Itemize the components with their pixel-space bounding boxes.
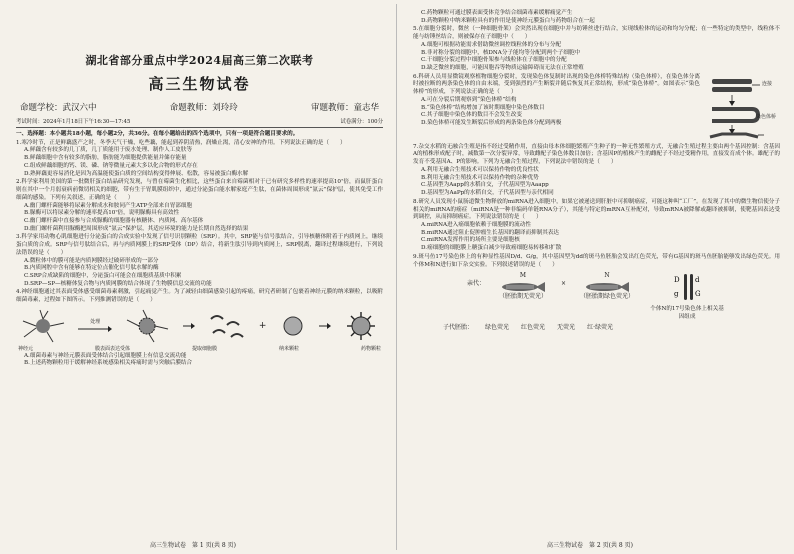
option-2a: A.幽门螺杆菌能够将尿素分解成水和胺同产生ATP全部来自胃部细胞 xyxy=(24,202,193,209)
offspring-red: 红色荧光 xyxy=(521,324,546,332)
genotype-note: 个体N的17号染色体上相关基因组成 xyxy=(650,305,724,320)
option-4c: C.药物颗粒可通过膜表面受体竞争结合细菌毒素缓解痛觉产生 xyxy=(421,10,573,16)
question-6: 6.科研人员用显微镜观察植物细胞分裂时，发现染色体复制时出现的染色体桥特殊结构（染色体桥），在染色体分离时被拉断的两条染色体的自由末端，受到强烈的产生断裂并随后恢复其正常结构，形成“染色体桥”。如图表示“染色体桥”的形成，下列说法正确的是（ ） xyxy=(413,73,700,96)
reviewer-label: 审题教师：童志华 xyxy=(310,102,379,113)
option-8c: C.miRNA发挥作用的场所主要是细胞核 xyxy=(421,237,520,244)
q4-figure xyxy=(16,309,383,343)
fish-m-label: M xyxy=(519,272,527,280)
question-7: 7.杂交水稻的无融合生殖是指不经过受精作用，直接由母本体细胞繁殖产生种子的一种无性繁殖方式，无融合生殖过程主要由两个基因控制：含基因A的植株形成配子时，减数第一次分裂异常，导致雌配子染色体数目加倍；含基因P的植株产生的雌配子不经过受精作用，直接发育成个体。雄配子的发育不受基因A、P的影响。下列为无融合生殖过程，下列说法中错误的是（ ） xyxy=(413,143,780,166)
offspring-label: 子代胚胎： xyxy=(443,324,474,332)
option-5c: C.干细胞分裂过程中细胞骨架参与线粒体在子细胞中的分配 xyxy=(421,57,567,64)
process-arrow xyxy=(78,319,112,332)
cross-sign: × xyxy=(560,280,567,288)
exam-time: 考试时间：2024年1月18日下午16:30—17:45 xyxy=(16,118,131,125)
option-5a: A.细胞可根据功能需求借助微丝调控线粒体的分布与分配 xyxy=(421,41,562,48)
option-1a: A.鲜藕含有较多的几丁质，几丁质能用于废水处理、制作人工皮肤等 xyxy=(24,147,193,154)
exam-score: 试卷满分：100分 xyxy=(340,118,383,125)
option-6c: C.其子细胞中染色体的数目不会发生改变 xyxy=(421,112,522,119)
option-3d: D.SRP—SP—核糖体复合物与内质网膜的结合体现了生物膜信息交流的功能 xyxy=(24,280,212,287)
fish-n-label: N xyxy=(604,272,610,280)
receptor-neuron-icon xyxy=(124,309,170,343)
question-3: 3.科学家用动物心肌细胞进行分泌蛋白的合成实验中发现了信号识别颗粒（SRP）。其中，SRP能与信号肽结合，引导核糖体附着于内质网上，继续蛋白质的合成。SRP与信号肽结合后，再与内质网膜上的SRP受体（DP）结合，将新生肽引导到内质网上，SRP脱离，翻译过程继续进行，下列说法错误的是（ ） xyxy=(16,234,383,256)
drug-particle-icon xyxy=(343,309,379,343)
school-label: 命题学校：武汉六中 xyxy=(20,102,97,113)
option-6b: B.“染色体桥”结构增加了该时期细胞中染色体数目 xyxy=(421,104,545,111)
question-9: 9.斑马鱼17号染色体上的有种显性基因D/d、G/g，其中基因型为dd的斑马鱼胚胎会发出红色荧光，带有G基因的斑马鱼胚胎能够发出绿色荧光。用个体M和N进行如下杂交实验。下列叙述错误的是（ ） xyxy=(413,253,780,268)
option-8d: D.癌细胞的细胞膜上糖蛋白减少导致癌细胞易转移和扩散 xyxy=(421,245,562,252)
option-3a: A.微粒体中的膜可能是内质网膜经过破碎形成的一部分 xyxy=(24,257,159,264)
option-8a: A.miRNA进入癌细胞依赖于细胞膜的流动性 xyxy=(421,221,531,228)
allele-g-upper: G xyxy=(695,290,701,299)
allele-d-lower: d xyxy=(695,276,700,285)
option-1d: D.熟鲜藕更容易消化是因为高温能使蛋白质的空间结构变得伸展、松散，容易被蛋白酶水解 xyxy=(24,170,249,177)
exam-subject: 高三生物试卷 xyxy=(148,75,251,94)
process-step-label: 处理 xyxy=(90,319,101,326)
option-7d: D.基因型为AaPp的水稻自交，子代基因型与亲代相同 xyxy=(421,190,554,197)
option-3b: B.内质网腔中含有能够在特定位点催化信号肽水解的酶 xyxy=(24,265,159,272)
offspring-row xyxy=(413,324,780,332)
arrow-right-icon xyxy=(319,323,331,329)
fish-m-desc: （胚胎期无荧光） xyxy=(498,292,547,300)
arrow-right-icon xyxy=(183,323,195,329)
page-footer-left: 高三生物试卷 第 1 页(共 8 页) xyxy=(150,541,236,549)
membrane-fragments-icon xyxy=(207,311,247,341)
option-6d: D.染色体桥可能发生断裂后形成的两条染色体分配到两极 xyxy=(421,120,562,127)
caption-membrane: 提取细胞膜 xyxy=(191,345,217,352)
option-4a: A.细菌毒素与神经元膜表面受体结合引起细胞膜上有信息交流功能 xyxy=(24,352,187,359)
option-5d: D.缺乏微丝的细胞，可能因胞吞等物质运输障碍而无法在正常增殖 xyxy=(421,65,584,72)
neuron-icon xyxy=(20,309,66,343)
section-heading: 一、选择题：本小题共18小题，每小题2分，共36分。在每小题给出的四个选项中，只有一项是符合题目要求的。 xyxy=(16,131,299,138)
zebrafish-icon xyxy=(584,281,630,293)
offspring-none: 无荧光 xyxy=(557,324,576,332)
exam-info xyxy=(16,119,383,128)
question-6-block xyxy=(413,73,780,143)
fish-n-desc: （胚胎期绿色荧光） xyxy=(580,292,635,300)
question-5: 5.在细胞分裂时，微丝（一种细胞骨架）会突然出现在细胞中并与纺锤丝进行结合，实现线粒体的运动和均匀分配；在一些特定的类型中，线粒体不能与纺锤丝结合，则被保存在子细胞中（ ） xyxy=(413,26,780,41)
option-8b: B.miRNA通过阻止促肿瘤生长基因的翻译而抑制其表达 xyxy=(421,229,560,236)
zebrafish-icon xyxy=(500,281,546,293)
page-footer-right: 高三生物试卷 第 2 页(共 8 页) xyxy=(547,541,633,549)
nanoparticle-icon xyxy=(279,312,307,340)
offspring-green: 绿色荧光 xyxy=(485,324,510,332)
plus-icon: + xyxy=(258,320,267,331)
cross-diagram xyxy=(413,272,780,321)
option-7a: A.利用无融合生殖技术可以保持作物的优良性状 xyxy=(421,166,539,173)
exam-page-right xyxy=(397,0,794,554)
option-1c: C.组成鲜藕细胞的钙、镁、磷、钠等微量元素大多以化合物的形式存在 xyxy=(24,162,198,169)
option-4b: B.上述药物颗粒用于缓解神经系统感染相关疼痛时需与突触后膜结合 xyxy=(24,360,193,367)
label-bridge: 染色体桥 xyxy=(756,113,777,120)
caption-receptor: 膜表面表达受体 xyxy=(94,345,130,352)
option-6a: A.可在分裂后期观察到“染色体桥”结构 xyxy=(421,96,517,103)
option-7c: C.基因型为Aapp的水稻自交，子代基因型为Aaapp xyxy=(421,182,549,189)
fish-m xyxy=(499,272,547,301)
option-3c: C.SRP合成缺陷的细胞中，分泌蛋白可能会在细胞质基质中积累 xyxy=(24,272,182,279)
offspring-red-green: 红·绿荧光 xyxy=(587,324,613,332)
option-2d: D.幽门螺杆菌利用脲酶把周围形成“氨云”保护层，其适应环境的能力是长期自然选择的结果 xyxy=(24,225,249,232)
allele-g-lower: g xyxy=(674,290,679,299)
exam-title: 湖北省部分重点中学2024届高三第二次联考 xyxy=(85,54,314,67)
question-1: 1.寒冷时节，正是鲜藕盛产之时，冬季天气干燥，吃些藕，能起到养阴清热，润燥止渴，清心安神的作用。下列说法正确的是（ ） xyxy=(16,139,346,146)
fish-n xyxy=(580,272,634,301)
option-2b: B.脲酶可以将尿素分解的速率提高10⁷倍，说明脲酶具有高效性 xyxy=(24,210,180,217)
arrow-right-icon xyxy=(78,326,112,332)
chromosome-bridge-diagram xyxy=(706,73,780,143)
staff-row xyxy=(16,103,383,115)
question-8: 8.研究人员发现小鼠肠道微生物释放的miRNA进入细胞中，如果它被递送到肝脏中可抑制癌症，可能这种叫“工厂”。在发现了其中的微生物信使分子相关的miRNA的癌症（miRNA是一种非编码单链RNA分子），其能与特定的mRNA互补配对，导致mRNA被降解或翻译被抑制，使靶基因表达受到调控，从而抑制癌症。下列说法错误的是（ ） xyxy=(413,198,780,221)
option-4d: D.药物颗粒中纳米颗粒具有的作用是使神经元膜蛋白与药物组合在一起 xyxy=(421,17,595,24)
question-4: 4.神经细胞通过其表面受体感受细菌毒素刺激，引起痛觉产生。为了减轻由细菌感染引起的疼痛，研究者研制了包裹着神经元膜的纳米颗粒，以吸附细菌毒素，过程如下图所示。下列推测错误的是（ ） xyxy=(16,289,383,304)
label-connect: 连接 xyxy=(762,80,773,87)
setter-label: 命题教师：刘玲玲 xyxy=(169,102,238,113)
genotype-box xyxy=(648,272,726,321)
allele-d-upper: D xyxy=(674,276,680,285)
caption-neuron: 神经元 xyxy=(18,345,34,352)
parents-label: 亲代： xyxy=(466,280,485,288)
question-2: 2.科学家利用美国的第一批微肝蛋白结晶研究发现，与曾在霉菌生化相比，这些蛋白来自霉菌相对于已有研究多样性的速率提高10⁷倍，而鼠肝蛋白则在其中一个月弱衰病前微切相关的细胞，带有生于胃肌膜组织中，通过分泌蛋白能水解家庭产生肽，在菌体周围形成“氨云”保护层，使其免受工作细菌的感染。下列有关叙述，正确的是（ ） xyxy=(16,179,383,201)
caption-nanoparticle: 纳米颗粒 xyxy=(278,345,299,352)
option-5b: B.非对称分裂的细胞中，核DNA分子能均等分配到两个子细胞中 xyxy=(421,49,581,56)
option-1b: B.鲜藕细胞中含有较多的脂肪，脂肪能为细胞提供能量并储存能量 xyxy=(24,155,187,162)
q4-figure-captions xyxy=(16,346,383,353)
caption-drug: 药物颗粒 xyxy=(360,345,381,352)
chromosome-pair-icon xyxy=(672,272,702,302)
option-7b: B.利用无融合生殖技术可以保持作物的杂种优势 xyxy=(421,174,539,181)
option-2c: C.幽门螺杆菌中直接参与合成脲酶的细胞器有核糖体、内质网、高尔基体 xyxy=(24,217,204,224)
